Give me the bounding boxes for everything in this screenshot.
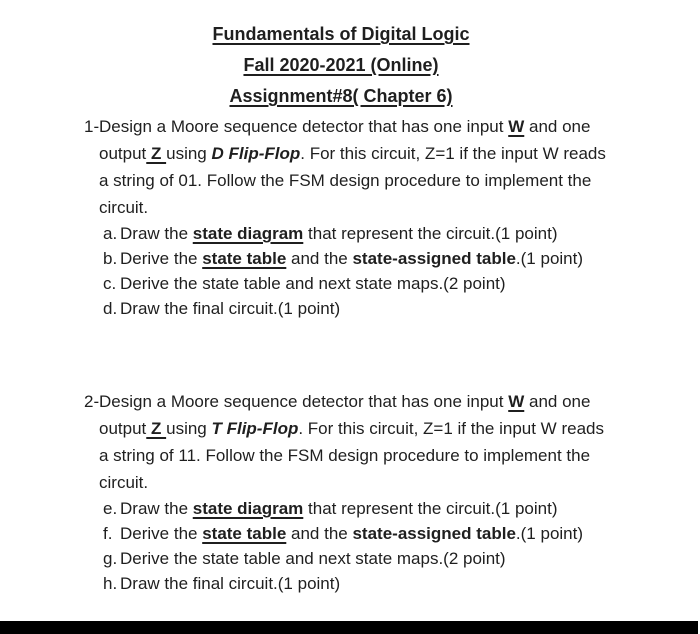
subtask-text bbox=[120, 221, 557, 246]
question-text-line bbox=[99, 167, 606, 194]
text-segment: a string of 11. Follow the FSM design procedure to implement the bbox=[99, 446, 591, 465]
text-segment: output bbox=[99, 144, 147, 163]
subtask-item bbox=[103, 496, 604, 521]
subtask-item bbox=[103, 521, 604, 546]
question-text-line bbox=[99, 415, 604, 442]
subtask-item bbox=[103, 246, 606, 271]
text-segment: Derive the state table and next state maps.(2 point) bbox=[120, 274, 506, 293]
text-segment: W bbox=[508, 392, 525, 411]
text-segment: using bbox=[166, 144, 212, 163]
subtask-item bbox=[103, 571, 604, 596]
question-paragraph bbox=[84, 113, 606, 221]
subtask-letter: c. bbox=[103, 274, 117, 293]
text-segment: Draw the final circuit.(1 point) bbox=[120, 299, 341, 318]
text-segment: .(1 point) bbox=[515, 249, 584, 268]
text-segment: circuit. bbox=[99, 198, 149, 217]
subtask-letter: d. bbox=[103, 299, 118, 318]
text-segment: and one bbox=[524, 392, 591, 411]
text-segment: state diagram bbox=[192, 499, 304, 518]
text-segment: state diagram bbox=[192, 224, 304, 243]
question-paragraph bbox=[84, 388, 604, 496]
question-text-line bbox=[99, 194, 606, 221]
text-segment: . For this circuit, Z=1 if the input W reads bbox=[298, 419, 604, 438]
subtask-letter: e. bbox=[103, 499, 118, 518]
question-item bbox=[84, 388, 604, 596]
document-title-line-1 bbox=[0, 19, 682, 50]
document-assignment-heading: Assignment#8( Chapter 6) bbox=[229, 86, 453, 106]
text-segment: using bbox=[166, 419, 212, 438]
text-segment: that represent the circuit.(1 point) bbox=[303, 224, 558, 243]
subtask-text bbox=[120, 496, 557, 521]
subtask-letter: b. bbox=[103, 249, 118, 268]
text-segment: Derive the bbox=[120, 249, 203, 268]
text-segment: and the bbox=[286, 524, 353, 543]
subtask-text bbox=[120, 546, 506, 571]
subtask-letter: g. bbox=[103, 549, 118, 568]
text-segment: that represent the circuit.(1 point) bbox=[303, 499, 558, 518]
text-segment: Derive the state table and next state maps.(2 point) bbox=[120, 549, 506, 568]
text-segment: state table bbox=[202, 524, 287, 543]
question-number: 1- bbox=[84, 117, 100, 136]
text-segment: state-assigned table bbox=[352, 524, 516, 543]
text-segment: Draw the final circuit.(1 point) bbox=[120, 574, 341, 593]
text-segment: T Flip-Flop bbox=[211, 419, 299, 438]
document-title-line-2 bbox=[0, 50, 682, 81]
text-segment: W bbox=[508, 117, 525, 136]
text-segment: Z bbox=[146, 144, 167, 163]
question-text-line bbox=[84, 113, 606, 140]
text-segment: state table bbox=[202, 249, 287, 268]
text-segment: Z bbox=[146, 419, 167, 438]
document-title-text: Fundamentals of Digital Logic bbox=[212, 24, 470, 44]
text-segment: .(1 point) bbox=[515, 524, 584, 543]
question-text-line bbox=[99, 442, 604, 469]
question-text-line bbox=[84, 388, 604, 415]
subtask-list bbox=[103, 496, 604, 596]
question-number: 2- bbox=[84, 392, 100, 411]
text-segment: state-assigned table bbox=[352, 249, 516, 268]
subtask-item bbox=[103, 221, 606, 246]
subtask-letter: a. bbox=[103, 224, 118, 243]
text-segment: Draw the bbox=[120, 499, 193, 518]
subtask-item bbox=[103, 296, 606, 321]
subtask-text bbox=[120, 296, 340, 321]
subtask-letter: f. bbox=[103, 524, 113, 543]
question-item bbox=[84, 113, 606, 321]
text-segment: Design a Moore sequence detector that has one input bbox=[99, 117, 509, 136]
subtask-text bbox=[120, 571, 340, 596]
subtask-item bbox=[103, 546, 604, 571]
question-text-line bbox=[99, 469, 604, 496]
document-subtitle-term: Fall 2020-2021 (Online) bbox=[243, 55, 439, 75]
text-segment: output bbox=[99, 419, 147, 438]
text-segment: Design a Moore sequence detector that has one input bbox=[99, 392, 509, 411]
text-segment: D Flip-Flop bbox=[211, 144, 301, 163]
text-segment: and the bbox=[286, 249, 353, 268]
subtask-text bbox=[120, 246, 583, 271]
text-segment: a string of 01. Follow the FSM design procedure to implement the bbox=[99, 171, 592, 190]
text-segment: circuit. bbox=[99, 473, 149, 492]
question-text-line bbox=[99, 140, 606, 167]
text-segment: and one bbox=[524, 117, 591, 136]
text-segment: Draw the bbox=[120, 224, 193, 243]
subtask-list bbox=[103, 221, 606, 321]
document-title-line-3 bbox=[0, 81, 682, 112]
subtask-text bbox=[120, 521, 583, 546]
subtask-text bbox=[120, 271, 506, 296]
document-title-block bbox=[0, 19, 682, 112]
subtask-item bbox=[103, 271, 606, 296]
subtask-letter: h. bbox=[103, 574, 118, 593]
bottom-black-bar bbox=[0, 621, 698, 634]
text-segment: Derive the bbox=[120, 524, 203, 543]
text-segment: . For this circuit, Z=1 if the input W reads bbox=[300, 144, 606, 163]
